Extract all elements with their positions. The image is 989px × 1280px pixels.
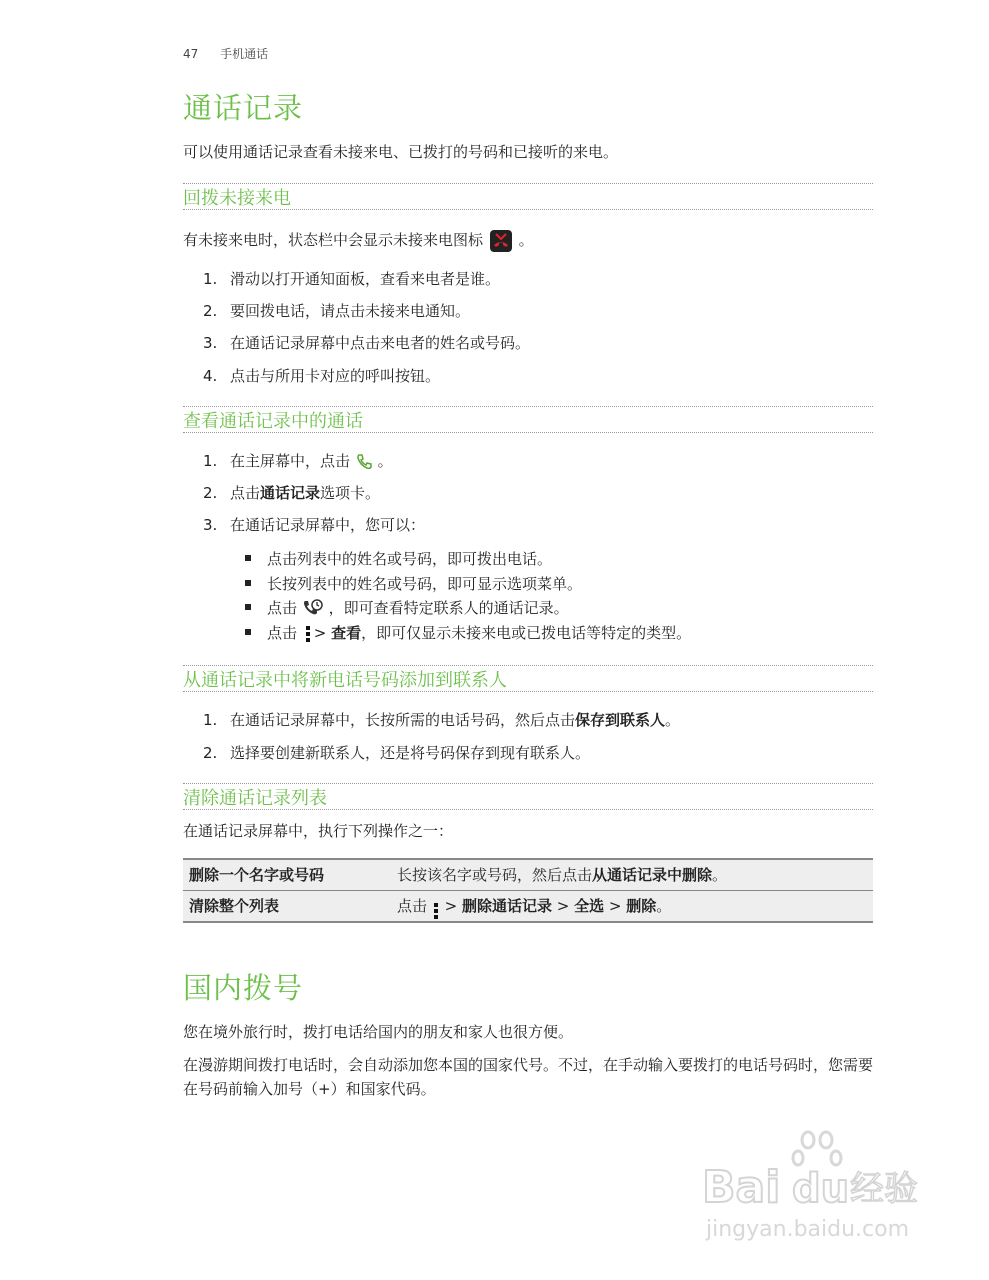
step-number: 2. [203, 744, 218, 762]
list-item [203, 709, 680, 730]
desc-text: 点击 [397, 897, 428, 915]
step-text-end: 。 [665, 711, 681, 729]
desc-text: 长按该名字或号码，然后点击 [397, 866, 593, 884]
bullet-text: 长按列表中的姓名或号码，即可显示选项菜单。 [267, 575, 583, 593]
subsection-title-clear-list: 清除通话记录列表 [183, 783, 873, 810]
page-number: 47 [183, 47, 199, 61]
bullet-icon [245, 629, 251, 635]
step-number: 3. [203, 334, 218, 352]
bullet-text-end: ，即可查看特定联系人的通话记录。 [328, 599, 569, 617]
chapter-title: 手机通话 [220, 47, 269, 61]
delete-label: 删除 [626, 897, 657, 915]
separator: > [313, 624, 327, 642]
bullet-text-end: ，即可仅显示未接来电或已拨电话等特定的类型。 [361, 624, 692, 642]
step-text-end: 。 [377, 452, 393, 470]
section-intro: 可以使用通话记录查看未接来电、已拨打的号码和已接听的来电。 [183, 143, 619, 161]
step-number: 3. [203, 516, 218, 534]
menu-dots-icon [434, 899, 438, 915]
watermark [700, 1130, 940, 1250]
table-cell-label: 清除整个列表 [189, 897, 280, 915]
list-item [203, 742, 590, 763]
missed-call-icon [490, 230, 512, 252]
step-text: 点击 [230, 484, 261, 502]
list-item [203, 300, 470, 321]
step-number: 1. [203, 711, 218, 729]
bullet-item [245, 597, 569, 619]
step-number: 4. [203, 367, 218, 385]
call-history-tab-label: 通话记录 [260, 484, 321, 502]
subsection-title-add-to-contacts: 从通话记录中将新电话号码添加到联系人 [183, 665, 873, 692]
bullet-icon [245, 555, 251, 561]
desc-text-end: 。 [656, 897, 672, 915]
page-header [183, 45, 268, 62]
actions-table [183, 858, 873, 923]
intro-text: 有未接来电时，状态栏中会显示未接来电图标 [183, 231, 484, 249]
baidu-watermark-logo [700, 1130, 940, 1250]
bullet-text: 点击 [267, 624, 298, 642]
home-dialing-p1: 您在境外旅行时，拨打电话给国内的朋友和家人也很方便。 [183, 1023, 574, 1041]
list-item [203, 365, 440, 386]
select-all-label: 全选 [574, 897, 605, 915]
desc-text-end: 。 [712, 866, 728, 884]
bullet-icon [245, 580, 251, 586]
bullet-text: 点击 [267, 599, 298, 617]
table-cell-label: 删除一个名字或号码 [189, 866, 325, 884]
step-text: 选择要创建新联系人，还是将号码保存到现有联系人。 [230, 744, 591, 762]
bullet-item [245, 573, 582, 594]
table-row [183, 890, 873, 921]
section-title-home-dialing: 国内拨号 [183, 971, 304, 1005]
step-text: 在通话记录屏幕中点击来电者的姓名或号码。 [230, 334, 531, 352]
table-row [183, 860, 873, 890]
list-item [203, 450, 393, 471]
step-text: 点击与所用卡对应的呼叫按钮。 [230, 367, 441, 385]
step-number: 1. [203, 452, 218, 470]
step-text: 要回拨电话，请点击未接来电通知。 [230, 302, 471, 320]
section-title-call-history: 通话记录 [183, 91, 304, 125]
bullet-text: 点击列表中的姓名或号码，即可拨出电话。 [267, 550, 553, 568]
contact-call-history-icon [302, 599, 329, 617]
svg-text:Bai: Bai [702, 1162, 781, 1213]
save-to-contact-label: 保存到联系人 [575, 711, 666, 729]
step-text: 滑动以打开通知面板，查看来电者是谁。 [230, 270, 501, 288]
list-item [203, 514, 425, 535]
list-item [203, 268, 500, 289]
list-item [203, 332, 530, 353]
subsection-title-view-calls: 查看通话记录中的通话 [183, 406, 873, 433]
delete-call-history-label: 删除通话记录 [461, 897, 552, 915]
delete-from-history-label: 从通话记录中删除 [592, 866, 713, 884]
svg-text:du: du [792, 1166, 850, 1212]
separator: > [608, 897, 622, 915]
bullet-item [245, 622, 691, 643]
step-text: 在通话记录屏幕中，长按所需的电话号码，然后点击 [230, 711, 576, 729]
svg-text:jingyan.baidu.com: jingyan.baidu.com [706, 1217, 910, 1242]
step-number: 1. [203, 270, 218, 288]
step-number: 2. [203, 484, 218, 502]
step-number: 2. [203, 302, 218, 320]
menu-dots-icon [306, 626, 310, 642]
separator: > [556, 897, 570, 915]
step-text: 在主屏幕中，点击 [230, 452, 351, 470]
svg-text:经验: 经验 [850, 1169, 918, 1209]
list-item [203, 482, 380, 503]
view-option-label: 查看 [331, 624, 362, 642]
step-text: 在通话记录屏幕中，您可以： [230, 516, 426, 534]
separator: > [444, 897, 458, 915]
missed-call-intro [183, 228, 883, 252]
table-cell-desc [397, 860, 873, 890]
phone-icon [355, 452, 378, 470]
bullet-item [245, 548, 552, 569]
intro-text-end: 。 [518, 231, 534, 249]
clear-intro: 在通话记录屏幕中，执行下列操作之一： [183, 822, 454, 840]
table-cell-desc [397, 891, 873, 921]
bullet-icon [245, 604, 251, 610]
step-text-end: 选项卡。 [320, 484, 381, 502]
home-dialing-p2: 在漫游期间拨打电话时，会自动添加您本国的国家代号。不过，在手动输入要拨打的电话号码时，您需要在号码前输入加号（+）和国家代码。 [183, 1056, 874, 1098]
subsection-title-return-missed: 回拨未接来电 [183, 183, 873, 210]
